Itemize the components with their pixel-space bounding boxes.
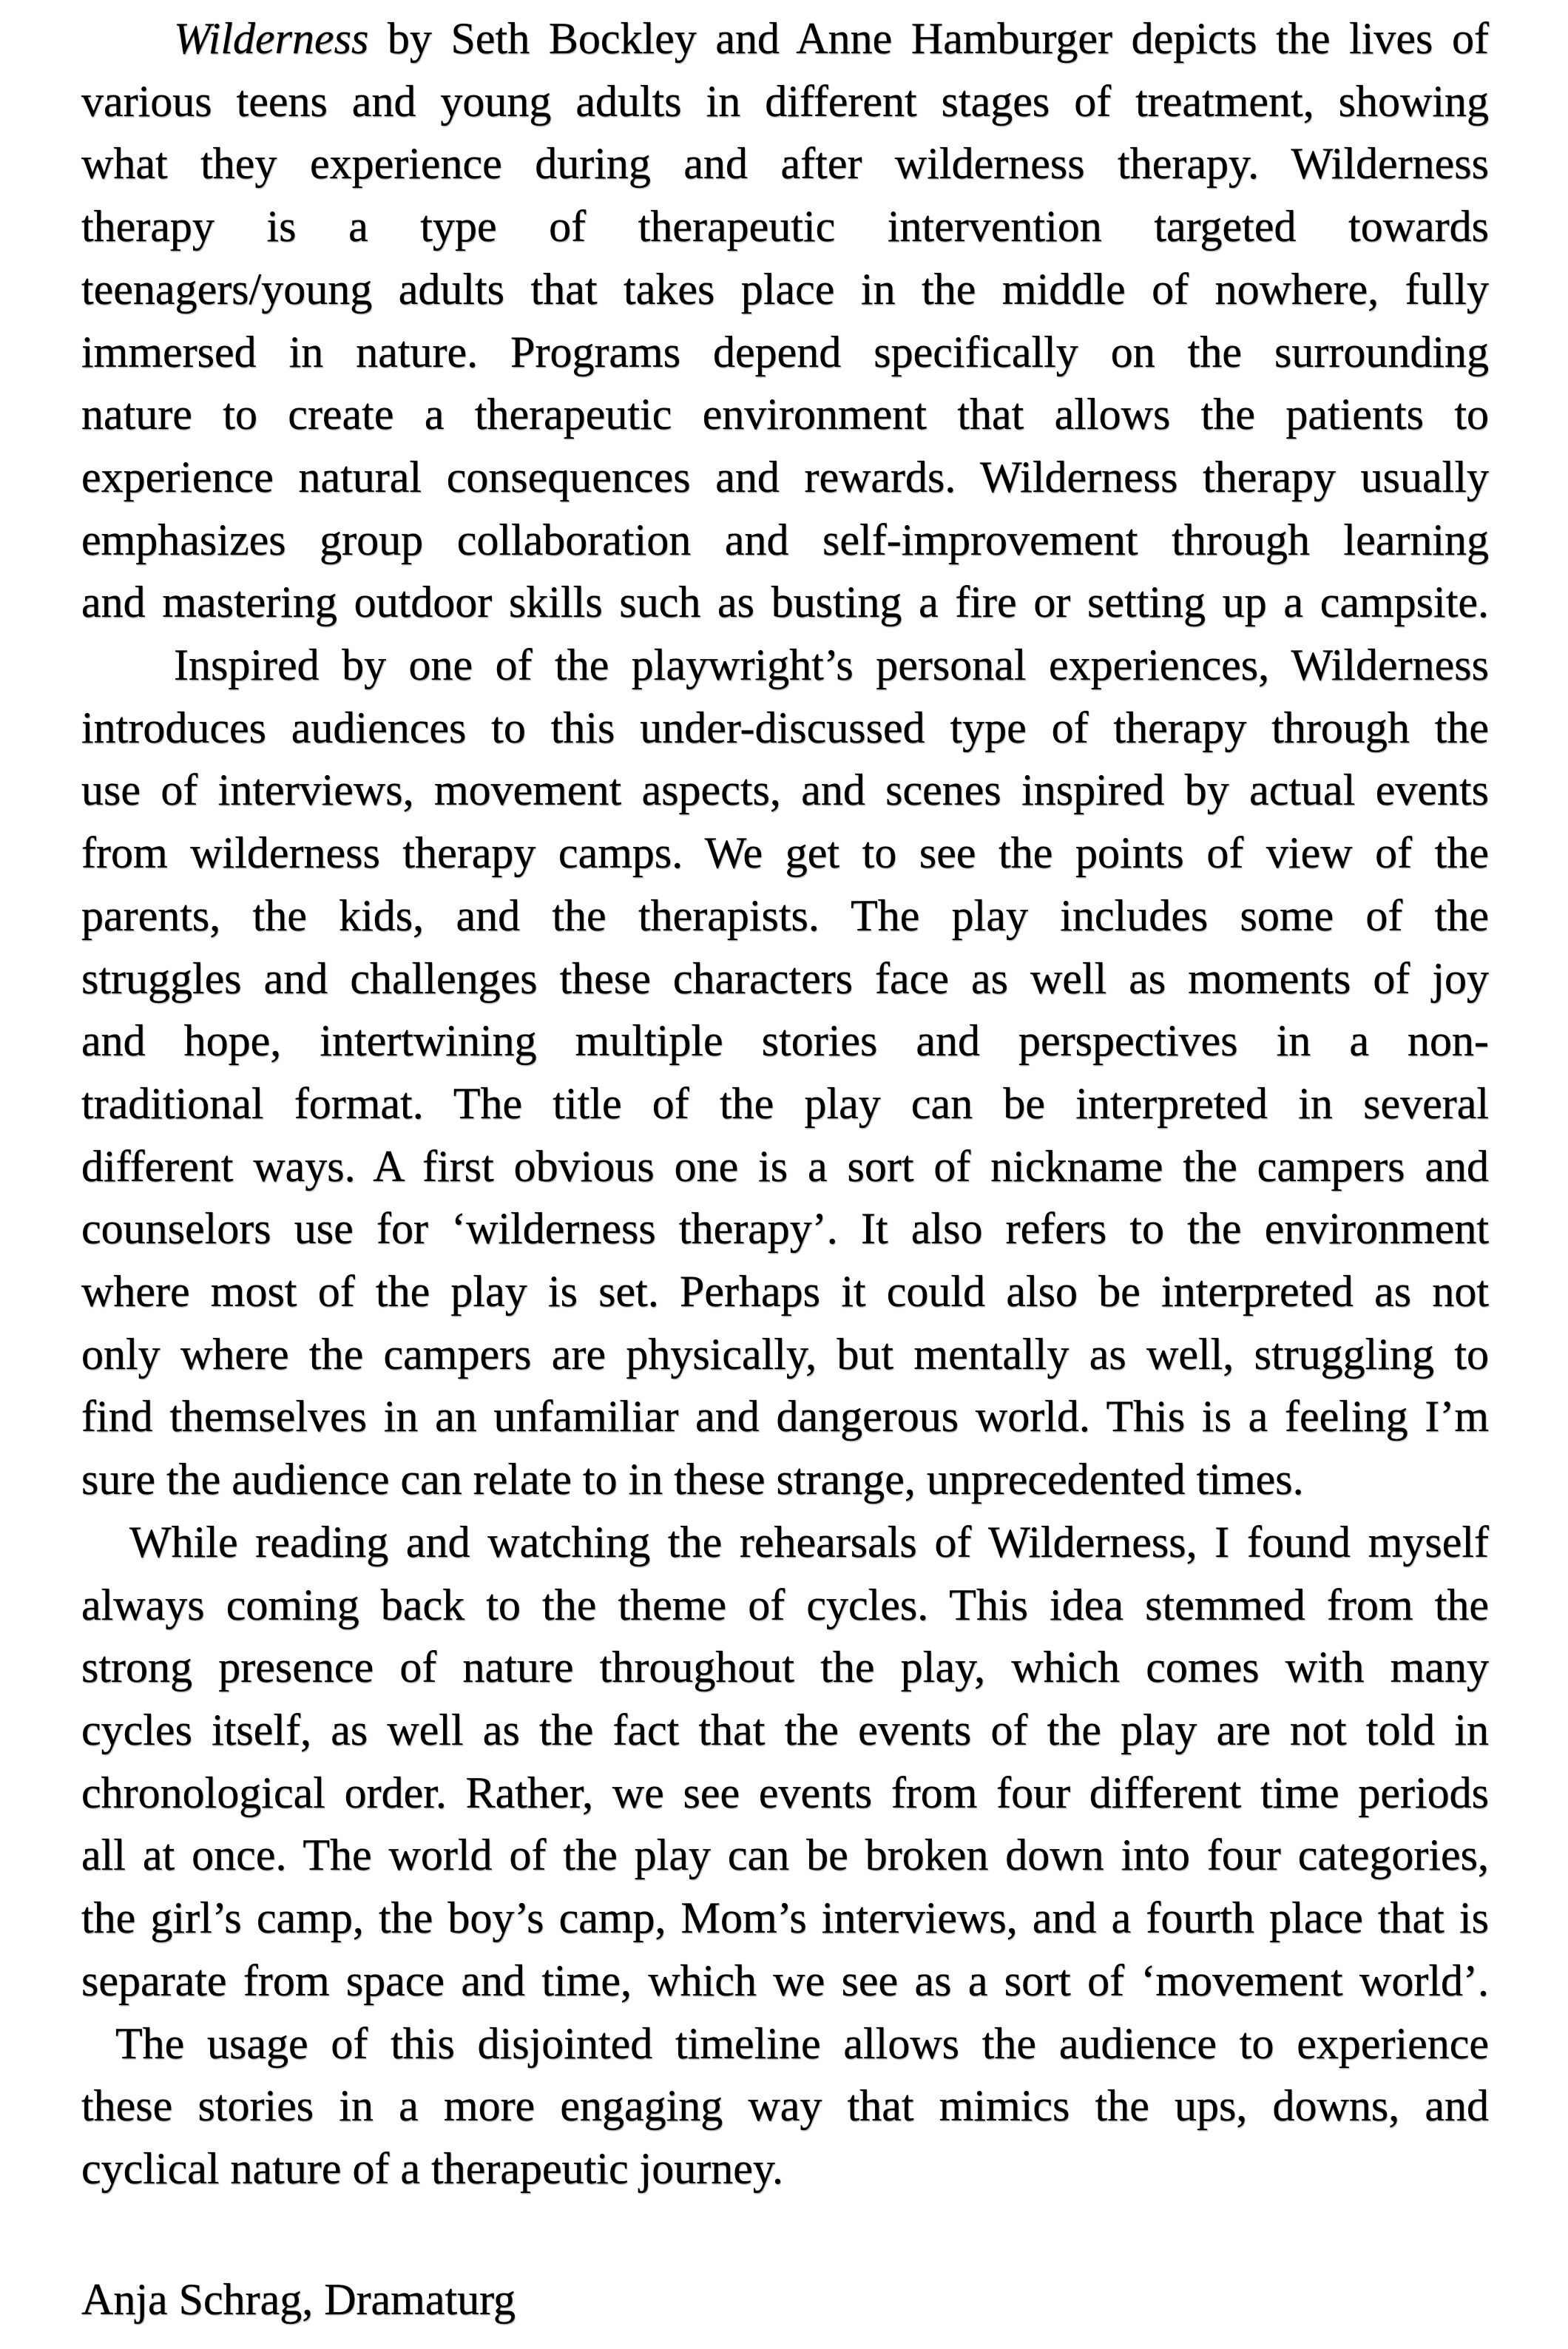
text-line: various teens and young adults in different stages of treatment, showing — [81, 76, 1489, 126]
text-line: teenagers/young adults that takes place in the middle of nowhere, fully — [81, 264, 1489, 314]
text-line — [81, 7, 1489, 70]
text-line: separate from space and time, which we see as a sort of ‘movement world’. — [81, 1956, 1489, 2005]
text-line: always coming back to the theme of cycles. This idea stemmed from the — [81, 1580, 1489, 1629]
text-line: introduces audiences to this under-discussed type of therapy through the — [81, 703, 1489, 752]
text-line: these stories in a more engaging way that mimics the ups, downs, and — [81, 2081, 1489, 2131]
text-line: experience natural consequences and rewards. Wilderness therapy usually — [81, 452, 1489, 501]
text-line: traditional format. The title of the play can be interpreted in several — [81, 1078, 1489, 1128]
text-line: emphasizes group collaboration and self-improvement through learning — [81, 515, 1489, 564]
text-line: what they experience during and after wilderness therapy. Wilderness — [81, 139, 1489, 189]
play-title-italic: Wilderness — [174, 14, 369, 63]
paragraph-disjointed-timeline — [81, 2012, 1489, 2200]
text-line: only where the campers are physically, but mentally as well, struggling to — [81, 1329, 1489, 1379]
text-line: struggles and challenges these characters face as well as moments of joy — [81, 953, 1489, 1003]
text-line: strong presence of nature throughout the play, which comes with many — [81, 1643, 1489, 1692]
document-page — [81, 7, 1489, 2331]
text-line: cyclical nature of a therapeutic journey. — [81, 2143, 783, 2193]
text-line-rest: by Seth Bockley and Anne Hamburger depicts the lives of — [368, 14, 1489, 63]
text-line: from wilderness therapy camps. We get to see the points of view of the — [81, 828, 1489, 878]
text-line: parents, the kids, and the therapists. The play includes some of the — [81, 890, 1489, 940]
text-line: where most of the play is set. Perhaps it could also be interpreted as not — [81, 1267, 1489, 1317]
paragraph-wilderness-intro — [81, 7, 1489, 634]
text-line: use of interviews, movement aspects, and scenes inspired by actual events — [81, 765, 1489, 815]
text-line: cycles itself, as well as the fact that the events of the play are not told in — [81, 1705, 1489, 1754]
text-line: and mastering outdoor skills such as busting a fire or setting up a campsite. — [81, 578, 1489, 627]
text-line: The usage of this disjointed timeline allows the audience to experience — [115, 2018, 1489, 2068]
text-line: Inspired by one of the playwright’s personal experiences, Wilderness — [174, 641, 1489, 690]
text-line: chronological order. Rather, we see events from four different time periods — [81, 1768, 1489, 1817]
text-line: sure the audience can relate to in these strange, unprecedented times. — [81, 1455, 1304, 1504]
paragraph-play-description — [81, 634, 1489, 1511]
signature: Anja Schrag, Dramaturg — [81, 2274, 516, 2324]
text-line: find themselves in an unfamiliar and dangerous world. This is a feeling I’m — [81, 1392, 1489, 1441]
text-line: and hope, intertwining multiple stories and perspectives in a non- — [81, 1016, 1489, 1066]
text-line: different ways. A first obvious one is a sort of nickname the campers and — [81, 1141, 1489, 1191]
text-line: nature to create a therapeutic environment that allows the patients to — [81, 390, 1489, 439]
text-line: therapy is a type of therapeutic intervention targeted towards — [81, 202, 1489, 251]
text-line: all at once. The world of the play can be broken down into four categories, — [81, 1831, 1489, 1880]
paragraph-theme-of-cycles — [81, 1511, 1489, 2012]
text-line: While reading and watching the rehearsals of Wilderness, I found myself — [129, 1517, 1489, 1566]
text-line: immersed in nature. Programs depend specifically on the surrounding — [81, 327, 1489, 376]
text-line: the girl’s camp, the boy’s camp, Mom’s interviews, and a fourth place that is — [81, 1893, 1489, 1943]
text-line: counselors use for ‘wilderness therapy’. It also refers to the environment — [81, 1204, 1489, 1254]
